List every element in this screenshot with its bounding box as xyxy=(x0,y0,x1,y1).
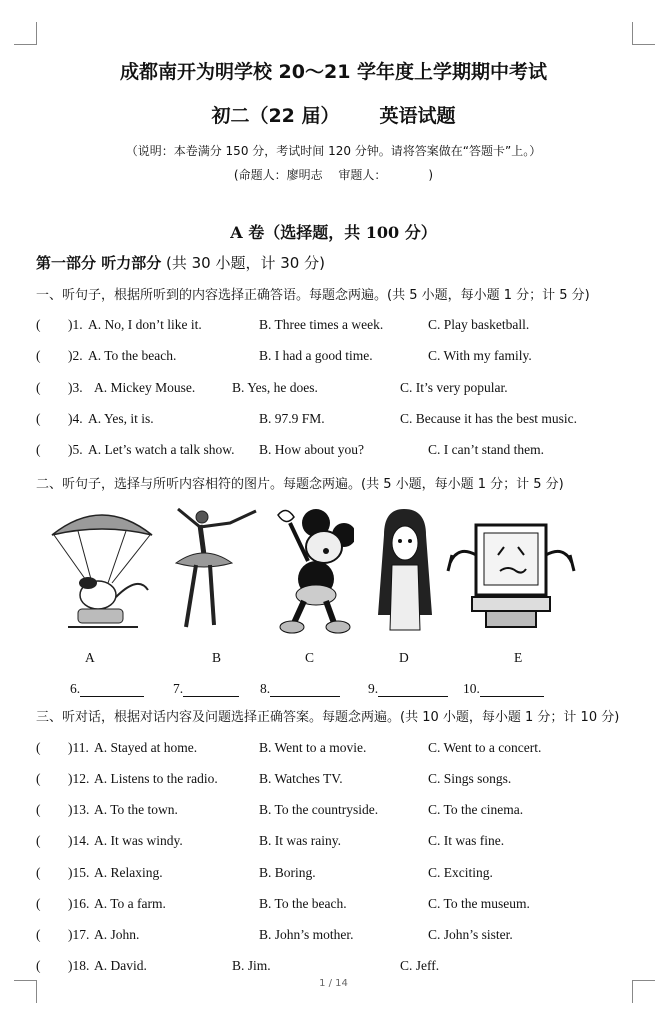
part1-heading xyxy=(36,252,325,273)
option-b: B. Boring. xyxy=(259,865,316,880)
subject-label: 英语试题 xyxy=(379,105,456,127)
part1-detail: (共 30 小题，计 30 分) xyxy=(166,254,325,272)
question-number: )14. xyxy=(68,833,90,848)
option-a: A. Listens to the radio. xyxy=(94,771,218,786)
blank-line xyxy=(378,682,448,697)
option-c: C. Play basketball. xyxy=(428,317,530,332)
blank-line xyxy=(270,682,340,697)
option-c: C. Jeff. xyxy=(400,958,440,973)
question-number: )13. xyxy=(68,802,90,817)
blank-line xyxy=(480,682,544,697)
answer-blank[interactable] xyxy=(70,681,144,697)
option-a: A. Mickey Mouse. xyxy=(94,380,196,395)
question-row xyxy=(36,927,656,947)
question-number: )17. xyxy=(68,927,90,942)
question-row xyxy=(36,348,656,368)
question-number: )18. xyxy=(68,958,90,973)
answer-blank[interactable] xyxy=(463,681,544,697)
crop-mark-top-left xyxy=(14,22,37,45)
blank-number: 9. xyxy=(368,681,379,696)
question-number: )1. xyxy=(68,317,83,332)
answer-paren: ( xyxy=(36,802,41,817)
answer-paren: ( xyxy=(36,927,41,942)
instruction-three: 三、听对话，根据对话内容及问题选择正确答案。每题念两遍。(共 10 小题，每小题 1 分；计 10 分) xyxy=(36,710,620,725)
option-b: B. It was rainy. xyxy=(259,833,341,848)
blank-number: 10. xyxy=(463,681,480,696)
option-c: C. With my family. xyxy=(428,348,532,363)
answer-paren: ( xyxy=(36,317,41,332)
question-row xyxy=(36,802,656,822)
picture-label: A xyxy=(85,650,95,665)
question-row xyxy=(36,771,656,791)
computer-character-icon xyxy=(446,505,576,635)
question-row xyxy=(36,442,656,462)
blank-line xyxy=(183,682,239,697)
question-row xyxy=(36,740,656,760)
answer-paren: ( xyxy=(36,865,41,880)
question-number: )11. xyxy=(68,740,89,755)
option-a: A. Relaxing. xyxy=(94,865,163,880)
question-row xyxy=(36,833,656,853)
ballerina-icon xyxy=(170,505,260,635)
option-b: B. Three times a week. xyxy=(259,317,384,332)
option-a: A. David. xyxy=(94,958,147,973)
option-c: C. Because it has the best music. xyxy=(400,411,577,426)
picture-label: C xyxy=(305,650,315,665)
option-c: C. I can’t stand them. xyxy=(428,442,544,457)
option-b: B. I had a good time. xyxy=(259,348,373,363)
answer-blank[interactable] xyxy=(368,681,448,697)
question-number: )5. xyxy=(68,442,83,457)
section-a-heading: A 卷（选择题，共 100 分） xyxy=(230,223,437,242)
crop-mark-top-right xyxy=(632,22,655,45)
answer-paren: ( xyxy=(36,833,41,848)
blank-line xyxy=(80,682,144,697)
picture-label: D xyxy=(399,650,409,665)
answer-paren: ( xyxy=(36,411,41,426)
question-row xyxy=(36,317,656,337)
option-a: A. To the beach. xyxy=(88,348,177,363)
picture-label: B xyxy=(212,650,222,665)
option-b: B. Went to a movie. xyxy=(259,740,367,755)
picture-label: E xyxy=(514,650,523,665)
option-c: C. It was fine. xyxy=(428,833,505,848)
answer-paren: ( xyxy=(36,380,41,395)
answer-blank[interactable] xyxy=(260,681,340,697)
page-number: 1 / 14 xyxy=(319,978,348,989)
exam-note: （说明：本卷满分 150 分，考试时间 120 分钟。请将答案做在“答题卡”上。） xyxy=(125,144,542,158)
option-c: C. Exciting. xyxy=(428,865,493,880)
exam-subtitle xyxy=(0,101,667,128)
option-b: B. Watches TV. xyxy=(259,771,343,786)
option-b: B. To the countryside. xyxy=(259,802,379,817)
option-a: A. Let’s watch a talk show. xyxy=(88,442,235,457)
exam-authors: (命题人：廖明志 审题人： ) xyxy=(233,168,434,182)
question-number: )4. xyxy=(68,411,83,426)
option-c: C. Sings songs. xyxy=(428,771,512,786)
parachuting-dog-icon xyxy=(48,505,156,635)
option-a: A. John. xyxy=(94,927,140,942)
answer-paren: ( xyxy=(36,958,41,973)
question-number: )15. xyxy=(68,865,90,880)
option-b: B. To the beach. xyxy=(259,896,347,911)
option-c: C. John’s sister. xyxy=(428,927,513,942)
option-b: B. Yes, he does. xyxy=(232,380,318,395)
question-number: )3. xyxy=(68,380,83,395)
mickey-mouse-icon xyxy=(264,505,354,635)
question-row xyxy=(36,411,656,431)
answer-paren: ( xyxy=(36,442,41,457)
option-b: B. How about you? xyxy=(259,442,364,457)
long-hair-girl-icon xyxy=(370,505,440,635)
instruction-two: 二、听句子，选择与所听内容相符的图片。每题念两遍。(共 5 小题，每小题 1 分；计 5 分) xyxy=(36,477,564,492)
option-b: B. John’s mother. xyxy=(259,927,354,942)
question-number: )16. xyxy=(68,896,90,911)
answer-blank[interactable] xyxy=(173,681,239,697)
option-a: A. Stayed at home. xyxy=(94,740,198,755)
option-c: C. To the cinema. xyxy=(428,802,524,817)
blank-number: 6. xyxy=(70,681,81,696)
question-number: )12. xyxy=(68,771,90,786)
exam-title: 成都南开为明学校 20～21 学年度上学期期中考试 xyxy=(119,61,548,83)
question-row xyxy=(36,380,656,400)
option-a: A. To the town. xyxy=(94,802,178,817)
question-row xyxy=(36,865,656,885)
answer-paren: ( xyxy=(36,348,41,363)
option-a: A. No, I don’t like it. xyxy=(88,317,202,332)
option-c: C. To the museum. xyxy=(428,896,530,911)
option-c: C. Went to a concert. xyxy=(428,740,542,755)
answer-paren: ( xyxy=(36,896,41,911)
blank-number: 8. xyxy=(260,681,271,696)
blank-number: 7. xyxy=(173,681,184,696)
question-number: )2. xyxy=(68,348,83,363)
option-a: A. Yes, it is. xyxy=(88,411,154,426)
option-a: A. It was windy. xyxy=(94,833,183,848)
answer-paren: ( xyxy=(36,740,41,755)
option-c: C. It’s very popular. xyxy=(400,380,508,395)
question-row xyxy=(36,896,656,916)
option-a: A. To a farm. xyxy=(94,896,166,911)
instruction-one: 一、听句子，根据所听到的内容选择正确答语。每题念两遍。(共 5 小题，每小题 1 分；计 5 分) xyxy=(36,288,590,303)
question-row xyxy=(36,958,656,978)
option-b: B. 97.9 FM. xyxy=(259,411,325,426)
part1-title: 第一部分 听力部分 xyxy=(36,254,162,272)
answer-paren: ( xyxy=(36,771,41,786)
option-b: B. Jim. xyxy=(232,958,271,973)
grade-label: 初二（22 届） xyxy=(211,105,340,127)
